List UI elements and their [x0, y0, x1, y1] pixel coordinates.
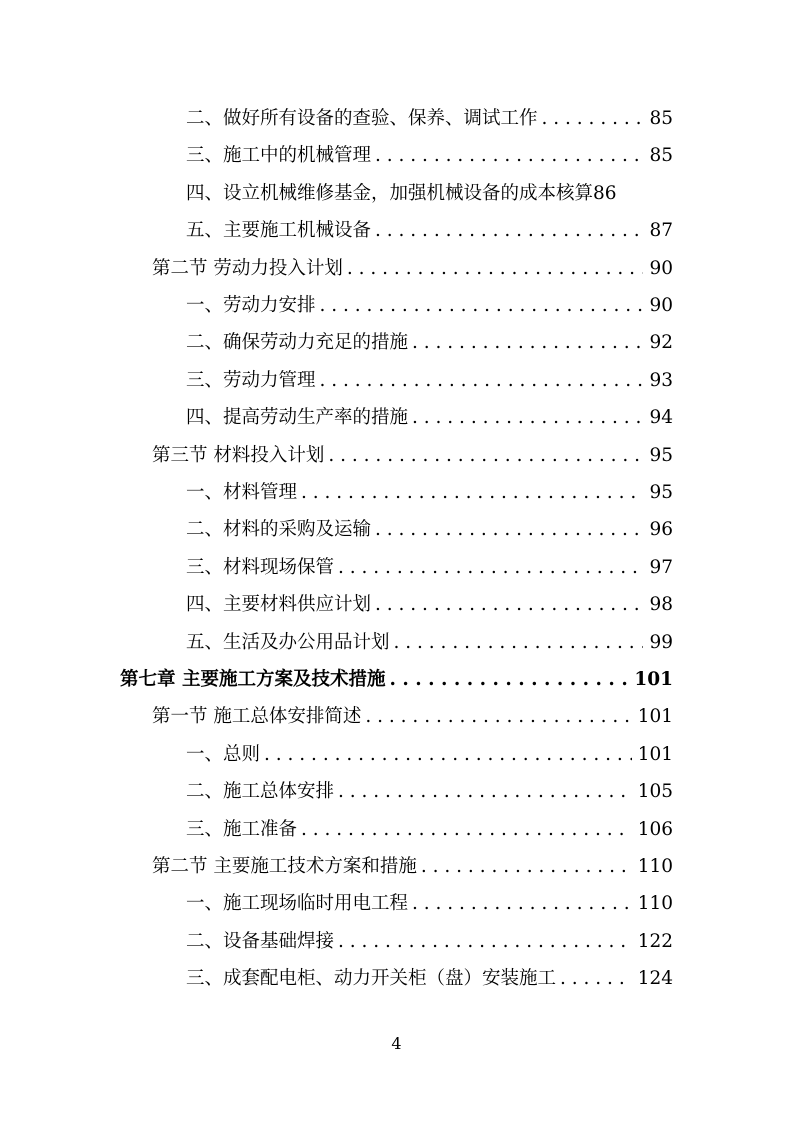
toc-entry-title: 二、做好所有设备的查验、保养、调试工作 — [186, 108, 538, 129]
toc-entry-title: 二、设备基础焊接 — [186, 930, 335, 952]
toc-entry-title: 三、成套配电柜、动力开关柜（盘）安装施工 — [186, 968, 557, 990]
toc-entry-page-number: 85 — [649, 108, 673, 129]
toc-dot-leader — [375, 517, 643, 543]
toc-item-entry[interactable] — [186, 106, 673, 132]
toc-entry-title: 五、主要施工机械设备 — [186, 220, 372, 242]
toc-dot-leader — [394, 630, 644, 656]
toc-entry-page-number: 101 — [637, 706, 673, 728]
toc-entry-title: 一、材料管理 — [186, 482, 298, 503]
toc-dot-leader — [542, 106, 644, 132]
toc-dot-leader — [320, 368, 644, 394]
toc-entry-title: 四、设立机械维修基金，加强机械设备的成本核算 — [186, 182, 594, 204]
toc-dot-leader — [412, 405, 643, 431]
toc-entry-page-number: 95 — [649, 444, 673, 466]
toc-item-entry[interactable] — [186, 480, 673, 506]
toc-entry-page-number: 99 — [649, 631, 673, 653]
toc-item-entry[interactable] — [186, 517, 673, 543]
toc-entry-title: 第二节 主要施工技术方案和措施 — [152, 856, 417, 877]
toc-entry-title: 一、施工现场临时用电工程 — [186, 893, 409, 915]
toc-entry-page-number: 105 — [637, 781, 673, 803]
toc-entry-title: 四、提高劳动生产率的措施 — [186, 407, 409, 429]
toc-item-entry[interactable] — [186, 966, 673, 992]
toc-dot-leader — [375, 143, 643, 169]
toc-item-entry[interactable] — [186, 891, 673, 917]
toc-item-entry[interactable] — [186, 293, 673, 319]
toc-entry-page-number: 92 — [649, 332, 673, 354]
toc-entry-title: 第七章 主要施工方案及技术措施 — [120, 669, 386, 690]
toc-item-entry[interactable] — [186, 181, 673, 207]
toc-entry-title: 四、主要材料供应计划 — [186, 594, 372, 616]
toc-dot-leader — [320, 293, 644, 319]
toc-item-entry[interactable] — [186, 929, 673, 955]
toc-entry-page-number: 110 — [637, 893, 673, 915]
toc-entry-page-number: 101 — [637, 743, 673, 765]
toc-entry-page-number: 93 — [649, 369, 673, 391]
toc-entry-page-number: 101 — [634, 669, 673, 690]
toc-entry-title: 一、劳动力安排 — [186, 295, 316, 316]
toc-entry-page-number: 97 — [649, 556, 673, 578]
toc-entry-page-number: 110 — [637, 856, 673, 877]
toc-item-entry[interactable] — [186, 218, 673, 244]
toc-item-entry[interactable] — [186, 817, 673, 843]
toc-entry-title: 二、确保劳动力充足的措施 — [186, 332, 409, 354]
toc-item-entry[interactable] — [186, 330, 673, 356]
toc-entry-page-number: 95 — [649, 482, 673, 503]
toc-item-entry[interactable] — [186, 405, 673, 431]
toc-dot-leader — [375, 592, 643, 618]
toc-dot-leader — [347, 256, 644, 282]
toc-entry-title: 第二节 劳动力投入计划 — [152, 257, 343, 279]
toc-entry-page-number: 94 — [649, 407, 673, 429]
toc-dot-leader — [338, 779, 632, 805]
toc-section-entry[interactable] — [152, 704, 673, 730]
toc-dot-leader — [338, 555, 643, 581]
toc-entry-title: 三、施工中的机械管理 — [186, 145, 372, 167]
toc-section-entry[interactable] — [152, 854, 673, 880]
toc-item-entry[interactable] — [186, 368, 673, 394]
toc-entry-title: 三、施工准备 — [186, 818, 298, 840]
toc-entry-title: 五、生活及办公用品计划 — [186, 631, 390, 653]
toc-entry-title: 第三节 材料投入计划 — [152, 444, 325, 466]
toc-entry-page-number: 124 — [637, 968, 673, 990]
toc-dot-leader — [301, 480, 643, 506]
toc-entry-page-number: 86 — [593, 182, 617, 204]
toc-entry-page-number: 90 — [649, 295, 673, 316]
toc-entry-page-number: 122 — [637, 930, 673, 952]
toc-item-entry[interactable] — [186, 592, 673, 618]
toc-dot-leader — [412, 891, 632, 917]
toc-dot-leader — [328, 443, 643, 469]
toc-entry-title: 三、劳动力管理 — [186, 369, 316, 391]
toc-entry-page-number: 90 — [649, 257, 673, 279]
toc-dot-leader — [301, 817, 632, 843]
toc-dot-leader — [365, 704, 631, 730]
toc-item-entry[interactable] — [186, 742, 673, 768]
toc-item-entry[interactable] — [186, 630, 673, 656]
toc-entry-title: 一、总则 — [186, 743, 261, 765]
toc-chapter-entry[interactable] — [120, 667, 673, 693]
toc-entry-title: 二、施工总体安排 — [186, 781, 335, 803]
toc-dot-leader — [412, 330, 643, 356]
toc-entry-title: 二、材料的采购及运输 — [186, 519, 372, 541]
toc-item-entry[interactable] — [186, 555, 673, 581]
toc-entry-page-number: 85 — [649, 145, 673, 167]
toc-entry-page-number: 106 — [637, 818, 673, 840]
toc-entry-title: 三、材料现场保管 — [186, 556, 335, 578]
toc-entry-page-number: 96 — [649, 519, 673, 541]
toc-section-entry[interactable] — [152, 256, 673, 282]
toc-dot-leader — [389, 667, 628, 693]
page-number: 4 — [391, 1034, 402, 1053]
toc-entry-title: 第一节 施工总体安排简述 — [152, 706, 362, 728]
toc-entry-page-number: 87 — [649, 220, 673, 242]
toc-dot-leader — [338, 929, 632, 955]
toc-item-entry[interactable] — [186, 779, 673, 805]
toc-dot-leader — [375, 218, 643, 244]
toc-dot-leader — [560, 966, 632, 992]
toc-dot-leader — [421, 854, 632, 880]
toc-item-entry[interactable] — [186, 143, 673, 169]
toc-entry-page-number: 98 — [649, 594, 673, 616]
toc-dot-leader — [264, 742, 632, 768]
toc-section-entry[interactable] — [152, 443, 673, 469]
